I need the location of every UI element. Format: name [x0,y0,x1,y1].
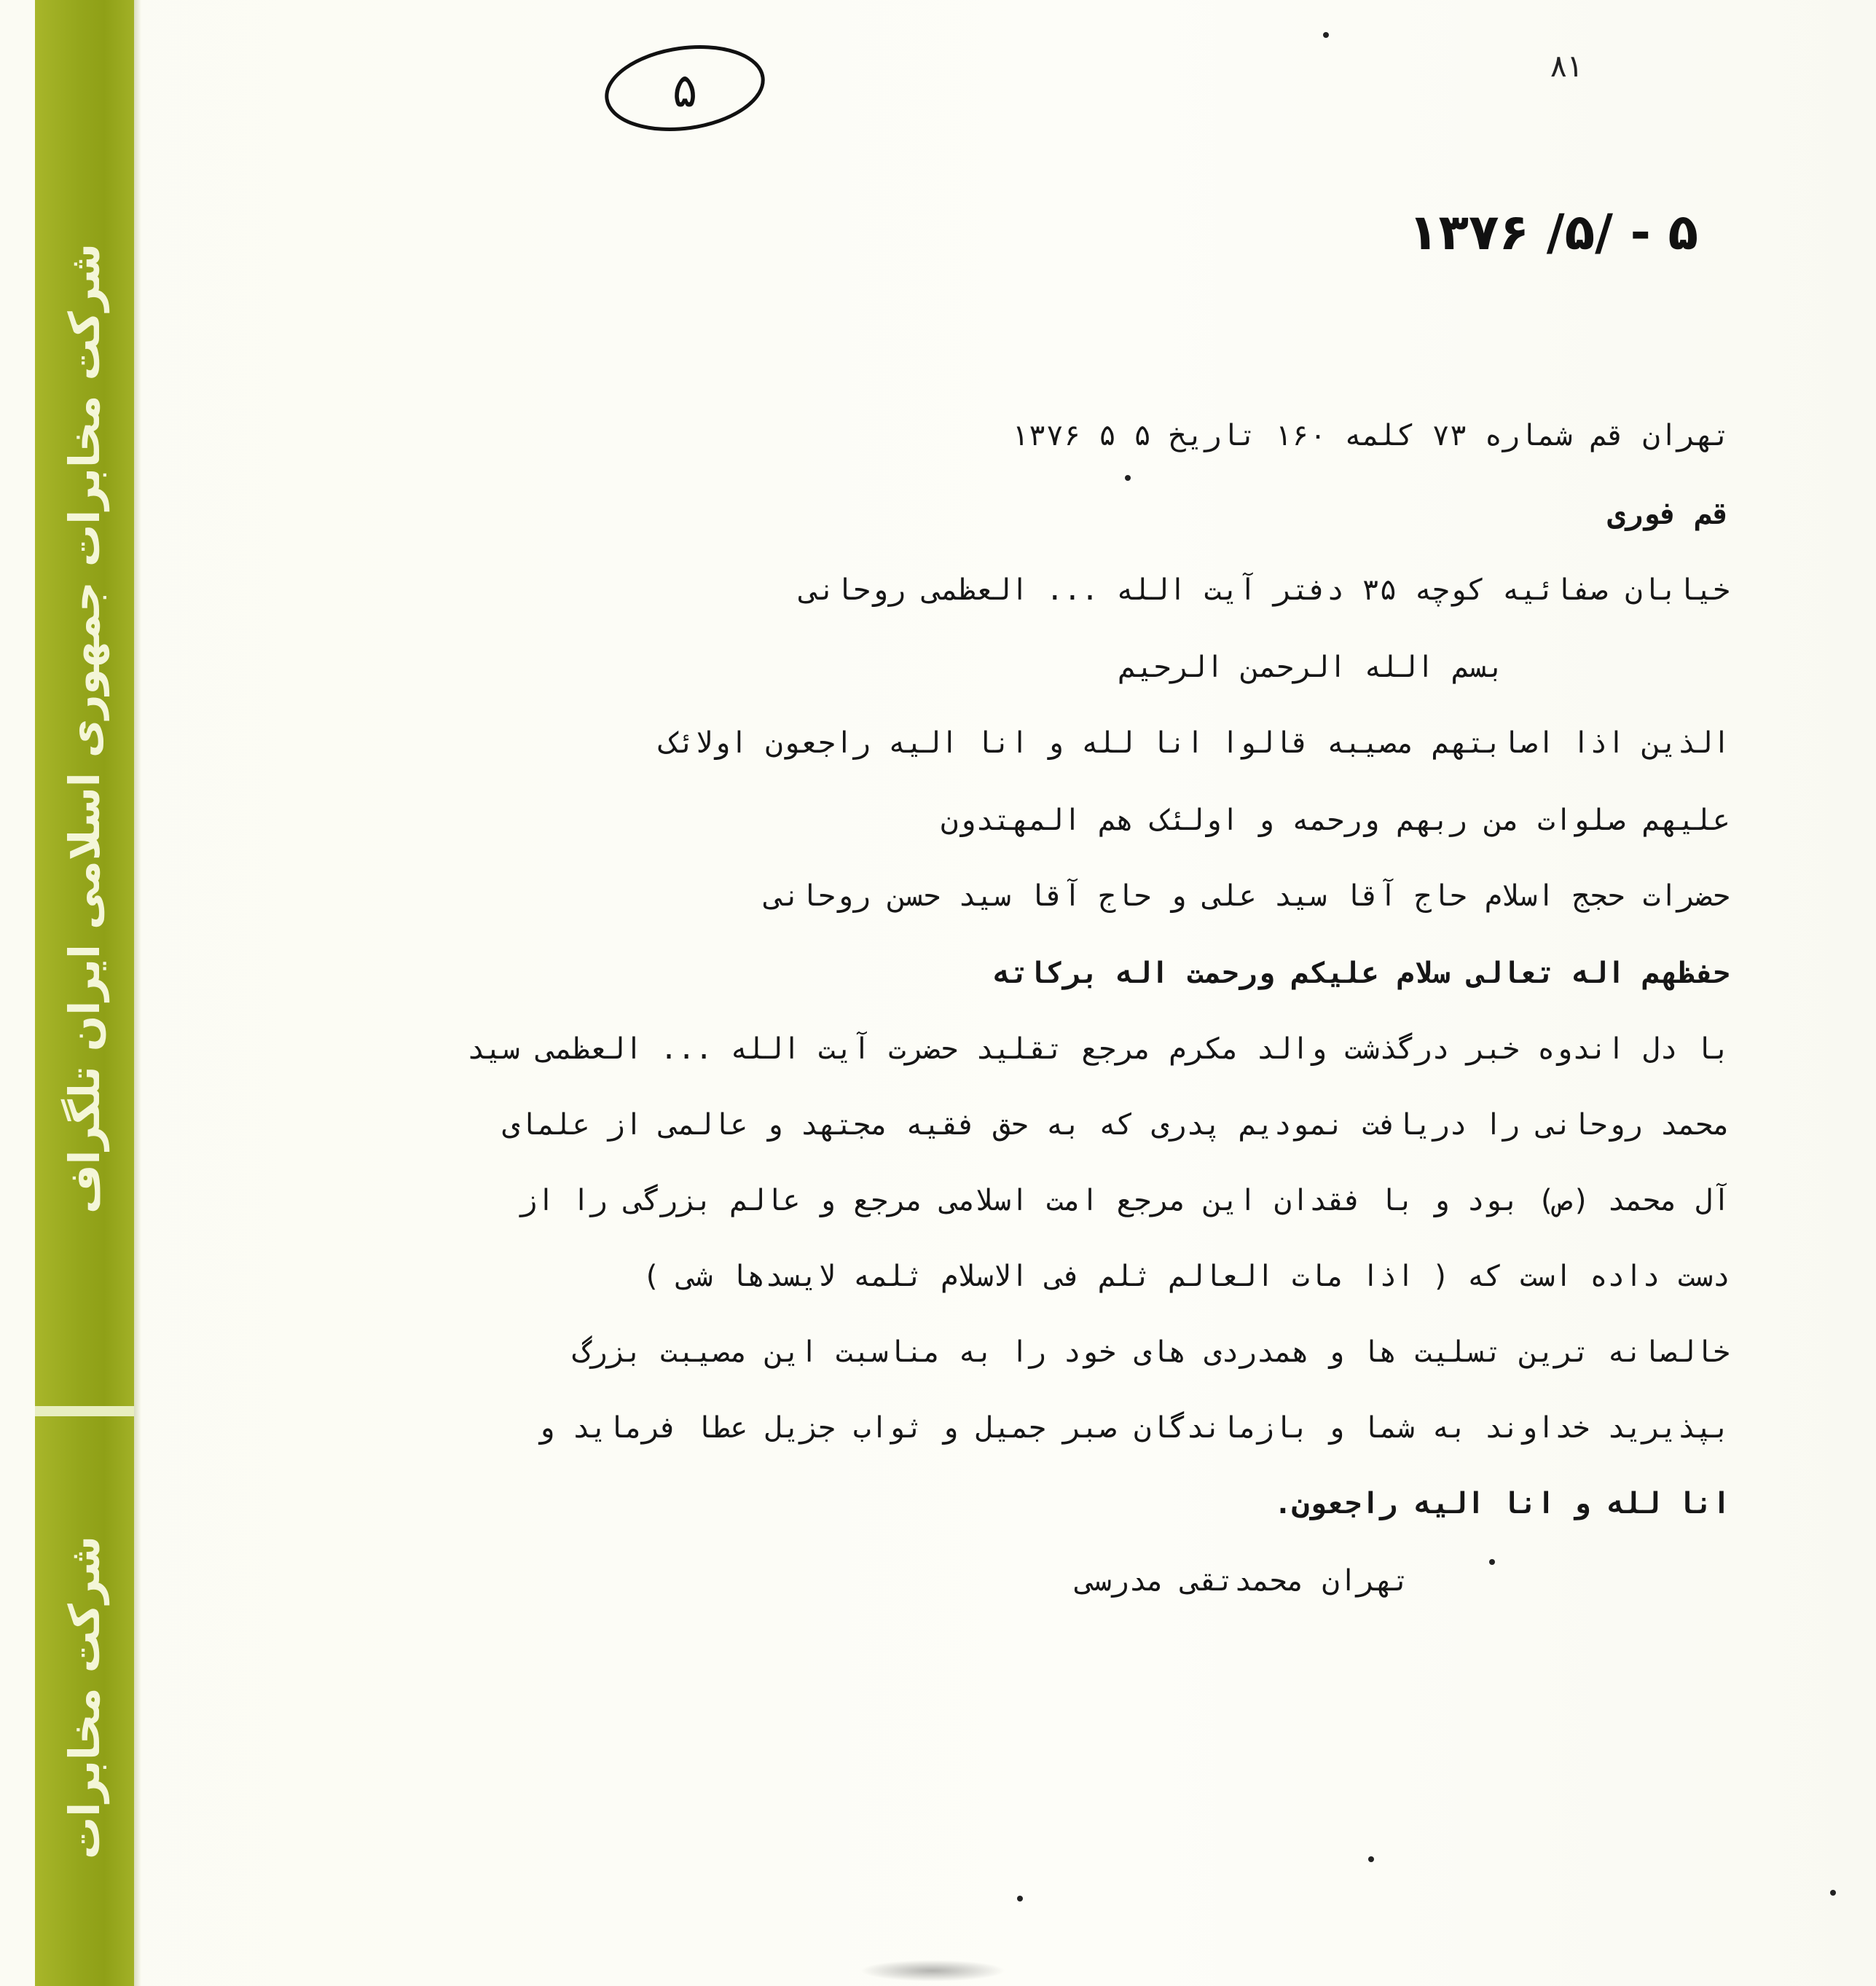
ink-dot [1017,1896,1023,1901]
body-line: بپذیرید خداوند به شما و بازماندگان صبر جمیل و ثواب جزیل عطا فرماید و [537,1411,1730,1445]
body-line: با دل اندوه خبر درگذشت والد مکرم مرجع تقلید حضرت آیت الله ... العظمی سید [467,1032,1730,1066]
date-stamp: ۱۳۷۶ /۵/ - ۵ [1408,204,1698,262]
body-line: دست داده است که ( اذا مات العالم ثلم فی الاسلام ثلمه لایسدها شی ) [642,1260,1730,1293]
body-line: علیهم صلوات من ربهم ورحمه و اولئک هم المهتدون [941,804,1730,837]
ink-dot [1489,1559,1495,1565]
body-line: انا لله و انا الیه راجعون. [1273,1487,1730,1520]
ink-dot [1323,32,1329,38]
telegram-header: تهران قم شماره ۷۳ کلمه ۱۶۰ تاریخ ۵ ۵ ۱۳۷۶ [1010,419,1730,452]
strip-divider [35,1406,134,1416]
ink-dot [1830,1890,1836,1896]
letterhead-title: شرکت مخابرات جمهوری اسلامی ایران تلگراف [60,243,109,1214]
circled-mark [602,42,768,134]
strip-shadow [134,0,141,1986]
body-line: آل محمد (ص) بود و با فقدان این مرجع امت اسلامی مرجع و عالم بزرگی را از [519,1184,1730,1217]
address-line: خیابان صفائیه کوچه ۳۵ دفتر آیت الله ... العظمی روحانی [800,573,1730,607]
body-line: محمد روحانی را دریافت نمودیم پدری که به حق فقیه مجتهد و عالمی از علمای [502,1108,1730,1142]
body-line: حفظهم اله تعالی سلام علیکم ورحمت اله برکاته [993,957,1730,990]
ink-dot [1368,1856,1374,1862]
body-line: الذین اذا اصابتهم مصیبه قالوا انا لله و انا الیه راجعون اولائک [659,726,1730,760]
page-number: ۸۱ [1550,48,1584,84]
basmala: بسم الله الرحمن الرحیم [1118,651,1504,684]
letterhead-subtitle: شرکت مخابرات [60,1536,109,1859]
bottom-smudge [860,1960,1005,1982]
circled-mark-text: ۵ [672,64,698,118]
signature: تهران محمدتقی مدرسی [1076,1564,1410,1598]
body-line: حضرات حجج اسلام حاج آقا سید علی و حاج آقا سید حسن روحانی [765,879,1730,913]
priority-line: قم فوری [1607,498,1730,531]
body-line: خالصانه ترین تسلیت ها و همدردی های خود را به مناسبت این مصیبت بزرگ [572,1335,1730,1369]
ink-dot [1125,475,1131,481]
letterhead-strip [35,0,134,1986]
